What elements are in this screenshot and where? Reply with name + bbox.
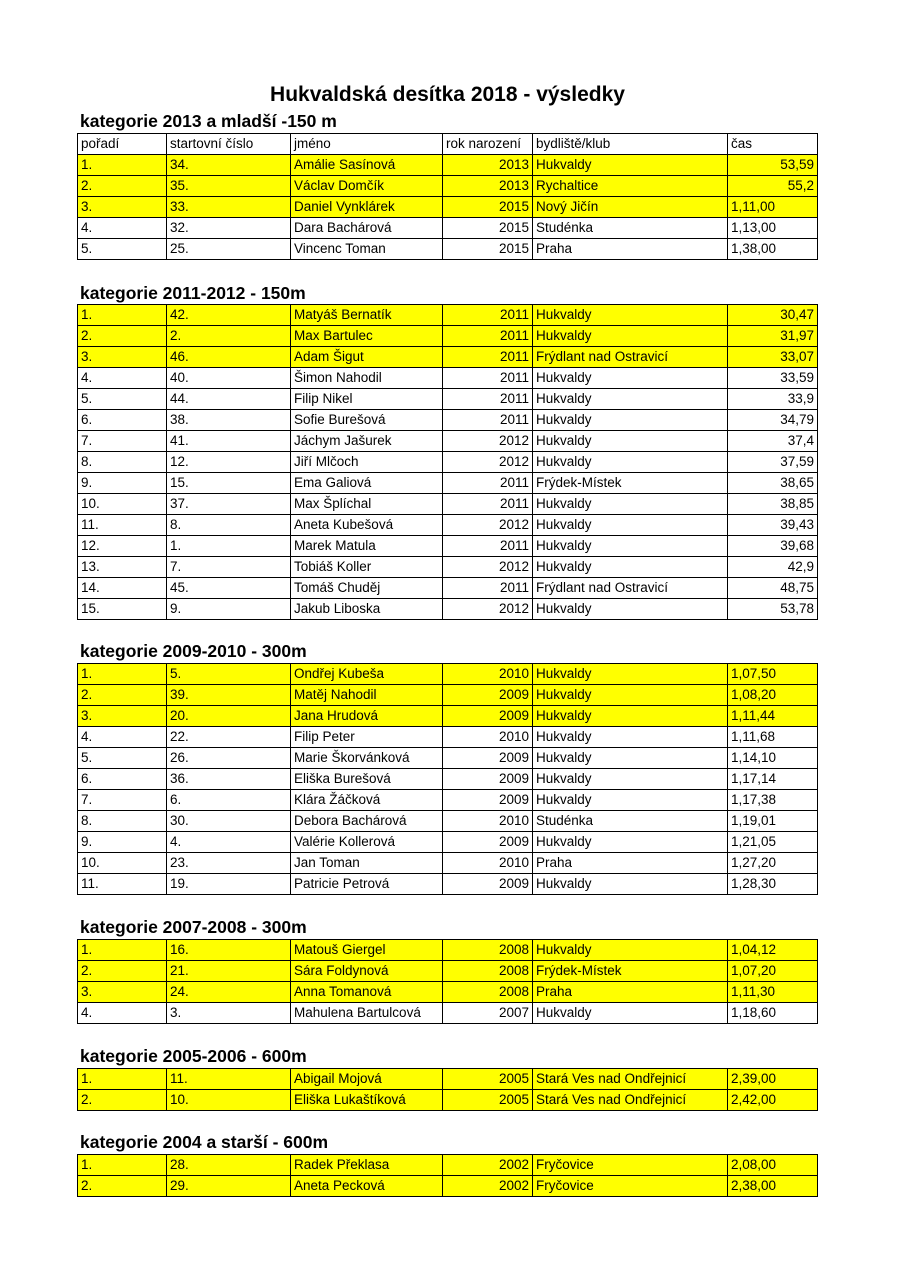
- rank-cell: 2.: [78, 176, 167, 197]
- start-number-cell: 40.: [167, 368, 291, 389]
- table-row: [78, 197, 818, 218]
- rank-cell: 6.: [78, 410, 167, 431]
- table-row: [78, 473, 818, 494]
- time-cell: 34,79: [728, 410, 818, 431]
- club-cell: Hukvaldy: [533, 557, 728, 578]
- birth-year-cell: 2012: [443, 599, 533, 620]
- start-number-cell: 11.: [167, 1069, 291, 1090]
- birth-year-cell: 2005: [443, 1069, 533, 1090]
- birth-year-cell: 2011: [443, 347, 533, 368]
- time-cell: 33,07: [728, 347, 818, 368]
- rank-cell: 2.: [78, 326, 167, 347]
- name-cell: Mahulena Bartulcová: [291, 1003, 443, 1024]
- name-cell: Marek Matula: [291, 536, 443, 557]
- start-number-cell: 1.: [167, 536, 291, 557]
- club-cell: Hukvaldy: [533, 368, 728, 389]
- club-cell: Hukvaldy: [533, 410, 728, 431]
- name-cell: Radek Překlasa: [291, 1155, 443, 1176]
- rank-cell: 11.: [78, 874, 167, 895]
- time-cell: 2,42,00: [728, 1090, 818, 1111]
- time-cell: 53,78: [728, 599, 818, 620]
- start-number-cell: 6.: [167, 790, 291, 811]
- name-cell: Patricie Petrová: [291, 874, 443, 895]
- time-cell: 1,19,01: [728, 811, 818, 832]
- name-cell: Filip Nikel: [291, 389, 443, 410]
- table-row: [78, 1090, 818, 1111]
- start-number-cell: 15.: [167, 473, 291, 494]
- rank-cell: 3.: [78, 347, 167, 368]
- club-cell: Frýdek-Místek: [533, 473, 728, 494]
- club-cell: Hukvaldy: [533, 305, 728, 326]
- time-cell: 33,9: [728, 389, 818, 410]
- name-cell: Max Bartulec: [291, 326, 443, 347]
- time-cell: 1,38,00: [728, 239, 818, 260]
- club-cell: Hukvaldy: [533, 940, 728, 961]
- table-row: [78, 706, 818, 727]
- time-cell: 38,65: [728, 473, 818, 494]
- time-cell: 1,08,20: [728, 685, 818, 706]
- club-cell: Hukvaldy: [533, 155, 728, 176]
- time-cell: 1,07,20: [728, 961, 818, 982]
- club-cell: Studénka: [533, 811, 728, 832]
- birth-year-cell: 2011: [443, 536, 533, 557]
- start-number-cell: 46.: [167, 347, 291, 368]
- start-number-cell: 45.: [167, 578, 291, 599]
- club-cell: Hukvaldy: [533, 832, 728, 853]
- rank-cell: 11.: [78, 515, 167, 536]
- table-row: [78, 685, 818, 706]
- club-cell: Fryčovice: [533, 1176, 728, 1197]
- rank-cell: 4.: [78, 368, 167, 389]
- name-cell: Jáchym Jašurek: [291, 431, 443, 452]
- name-cell: Klára Žáčková: [291, 790, 443, 811]
- time-cell: 1,27,20: [728, 853, 818, 874]
- name-cell: Aneta Pecková: [291, 1176, 443, 1197]
- time-cell: 31,97: [728, 326, 818, 347]
- birth-year-cell: 2009: [443, 874, 533, 895]
- start-number-cell: 20.: [167, 706, 291, 727]
- column-header: pořadí: [78, 134, 167, 155]
- table-row: [78, 748, 818, 769]
- table-row: [78, 305, 818, 326]
- results-table: [77, 939, 818, 1024]
- name-cell: Eliška Lukaštíková: [291, 1090, 443, 1111]
- start-number-cell: 39.: [167, 685, 291, 706]
- name-cell: Daniel Vynklárek: [291, 197, 443, 218]
- birth-year-cell: 2012: [443, 557, 533, 578]
- category-title: kategorie 2013 a mladší -150 m: [80, 111, 337, 131]
- rank-cell: 3.: [78, 982, 167, 1003]
- name-cell: Marie Škorvánková: [291, 748, 443, 769]
- table-row: [78, 536, 818, 557]
- birth-year-cell: 2010: [443, 664, 533, 685]
- birth-year-cell: 2011: [443, 389, 533, 410]
- time-cell: 37,59: [728, 452, 818, 473]
- club-cell: Hukvaldy: [533, 599, 728, 620]
- time-cell: 1,17,38: [728, 790, 818, 811]
- start-number-cell: 8.: [167, 515, 291, 536]
- table-row: [78, 961, 818, 982]
- start-number-cell: 26.: [167, 748, 291, 769]
- club-cell: Frýdlant nad Ostravicí: [533, 578, 728, 599]
- club-cell: Frýdek-Místek: [533, 961, 728, 982]
- club-cell: Hukvaldy: [533, 326, 728, 347]
- club-cell: Hukvaldy: [533, 389, 728, 410]
- table-header-row: [78, 134, 818, 155]
- results-table: [77, 1068, 818, 1111]
- column-header: startovní číslo: [167, 134, 291, 155]
- time-cell: 2,08,00: [728, 1155, 818, 1176]
- birth-year-cell: 2012: [443, 452, 533, 473]
- club-cell: Stará Ves nad Ondřejnicí: [533, 1090, 728, 1111]
- name-cell: Valérie Kollerová: [291, 832, 443, 853]
- time-cell: 1,11,30: [728, 982, 818, 1003]
- birth-year-cell: 2008: [443, 982, 533, 1003]
- rank-cell: 1.: [78, 1069, 167, 1090]
- table-row: [78, 239, 818, 260]
- time-cell: 1,18,60: [728, 1003, 818, 1024]
- club-cell: Hukvaldy: [533, 494, 728, 515]
- time-cell: 1,11,68: [728, 727, 818, 748]
- birth-year-cell: 2015: [443, 239, 533, 260]
- name-cell: Šimon Nahodil: [291, 368, 443, 389]
- name-cell: Matěj Nahodil: [291, 685, 443, 706]
- rank-cell: 1.: [78, 940, 167, 961]
- birth-year-cell: 2009: [443, 769, 533, 790]
- rank-cell: 15.: [78, 599, 167, 620]
- start-number-cell: 16.: [167, 940, 291, 961]
- start-number-cell: 34.: [167, 155, 291, 176]
- table-row: [78, 1069, 818, 1090]
- name-cell: Matouš Giergel: [291, 940, 443, 961]
- rank-cell: 8.: [78, 452, 167, 473]
- birth-year-cell: 2008: [443, 940, 533, 961]
- rank-cell: 7.: [78, 431, 167, 452]
- name-cell: Jakub Liboska: [291, 599, 443, 620]
- category-title: kategorie 2009-2010 - 300m: [80, 641, 307, 661]
- start-number-cell: 33.: [167, 197, 291, 218]
- club-cell: Frýdlant nad Ostravicí: [533, 347, 728, 368]
- birth-year-cell: 2007: [443, 1003, 533, 1024]
- rank-cell: 2.: [78, 1176, 167, 1197]
- table-row: [78, 811, 818, 832]
- name-cell: Debora Bachárová: [291, 811, 443, 832]
- time-cell: 2,39,00: [728, 1069, 818, 1090]
- start-number-cell: 38.: [167, 410, 291, 431]
- category-title: kategorie 2011-2012 - 150m: [80, 283, 306, 303]
- birth-year-cell: 2011: [443, 368, 533, 389]
- start-number-cell: 41.: [167, 431, 291, 452]
- name-cell: Anna Tomanová: [291, 982, 443, 1003]
- time-cell: 2,38,00: [728, 1176, 818, 1197]
- table-row: [78, 410, 818, 431]
- rank-cell: 4.: [78, 218, 167, 239]
- name-cell: Vincenc Toman: [291, 239, 443, 260]
- table-row: [78, 347, 818, 368]
- birth-year-cell: 2012: [443, 431, 533, 452]
- birth-year-cell: 2009: [443, 790, 533, 811]
- club-cell: Stará Ves nad Ondřejnicí: [533, 1069, 728, 1090]
- name-cell: Aneta Kubešová: [291, 515, 443, 536]
- rank-cell: 6.: [78, 769, 167, 790]
- start-number-cell: 37.: [167, 494, 291, 515]
- club-cell: Hukvaldy: [533, 452, 728, 473]
- birth-year-cell: 2011: [443, 578, 533, 599]
- club-cell: Hukvaldy: [533, 748, 728, 769]
- table-row: [78, 578, 818, 599]
- rank-cell: 10.: [78, 494, 167, 515]
- birth-year-cell: 2013: [443, 176, 533, 197]
- rank-cell: 10.: [78, 853, 167, 874]
- time-cell: 1,07,50: [728, 664, 818, 685]
- start-number-cell: 25.: [167, 239, 291, 260]
- start-number-cell: 23.: [167, 853, 291, 874]
- table-row: [78, 790, 818, 811]
- birth-year-cell: 2005: [443, 1090, 533, 1111]
- name-cell: Eliška Burešová: [291, 769, 443, 790]
- start-number-cell: 4.: [167, 832, 291, 853]
- time-cell: 1,11,44: [728, 706, 818, 727]
- time-cell: 1,11,00: [728, 197, 818, 218]
- table-row: [78, 853, 818, 874]
- birth-year-cell: 2002: [443, 1155, 533, 1176]
- table-row: [78, 452, 818, 473]
- name-cell: Jan Toman: [291, 853, 443, 874]
- club-cell: Nový Jičín: [533, 197, 728, 218]
- table-row: [78, 874, 818, 895]
- rank-cell: 1.: [78, 155, 167, 176]
- club-cell: Hukvaldy: [533, 706, 728, 727]
- table-row: [78, 515, 818, 536]
- results-table: [77, 663, 818, 895]
- rank-cell: 1.: [78, 664, 167, 685]
- rank-cell: 5.: [78, 239, 167, 260]
- table-row: [78, 727, 818, 748]
- table-row: [78, 940, 818, 961]
- birth-year-cell: 2011: [443, 305, 533, 326]
- column-header: rok narození: [443, 134, 533, 155]
- name-cell: Tobiáš Koller: [291, 557, 443, 578]
- start-number-cell: 22.: [167, 727, 291, 748]
- time-cell: 37,4: [728, 431, 818, 452]
- name-cell: Tomáš Chuděj: [291, 578, 443, 599]
- rank-cell: 9.: [78, 473, 167, 494]
- start-number-cell: 7.: [167, 557, 291, 578]
- time-cell: 1,21,05: [728, 832, 818, 853]
- club-cell: Hukvaldy: [533, 874, 728, 895]
- table-row: [78, 494, 818, 515]
- time-cell: 39,43: [728, 515, 818, 536]
- club-cell: Fryčovice: [533, 1155, 728, 1176]
- start-number-cell: 32.: [167, 218, 291, 239]
- club-cell: Praha: [533, 239, 728, 260]
- table-row: [78, 557, 818, 578]
- rank-cell: 5.: [78, 748, 167, 769]
- start-number-cell: 42.: [167, 305, 291, 326]
- start-number-cell: 10.: [167, 1090, 291, 1111]
- category-title: kategorie 2007-2008 - 300m: [80, 917, 307, 937]
- rank-cell: 7.: [78, 790, 167, 811]
- club-cell: Hukvaldy: [533, 664, 728, 685]
- club-cell: Hukvaldy: [533, 685, 728, 706]
- table-row: [78, 1176, 818, 1197]
- rank-cell: 2.: [78, 961, 167, 982]
- name-cell: Ondřej Kubeša: [291, 664, 443, 685]
- club-cell: Hukvaldy: [533, 769, 728, 790]
- club-cell: Studénka: [533, 218, 728, 239]
- birth-year-cell: 2010: [443, 727, 533, 748]
- birth-year-cell: 2009: [443, 685, 533, 706]
- club-cell: Praha: [533, 982, 728, 1003]
- rank-cell: 1.: [78, 1155, 167, 1176]
- time-cell: 1,17,14: [728, 769, 818, 790]
- table-row: [78, 218, 818, 239]
- time-cell: 42,9: [728, 557, 818, 578]
- birth-year-cell: 2010: [443, 811, 533, 832]
- birth-year-cell: 2009: [443, 832, 533, 853]
- table-row: [78, 832, 818, 853]
- birth-year-cell: 2012: [443, 515, 533, 536]
- rank-cell: 4.: [78, 1003, 167, 1024]
- rank-cell: 1.: [78, 305, 167, 326]
- time-cell: 39,68: [728, 536, 818, 557]
- category-title: kategorie 2004 a starší - 600m: [80, 1132, 329, 1152]
- rank-cell: 3.: [78, 706, 167, 727]
- time-cell: 55,2: [728, 176, 818, 197]
- birth-year-cell: 2011: [443, 473, 533, 494]
- club-cell: Hukvaldy: [533, 1003, 728, 1024]
- rank-cell: 8.: [78, 811, 167, 832]
- table-row: [78, 1155, 818, 1176]
- table-row: [78, 769, 818, 790]
- start-number-cell: 44.: [167, 389, 291, 410]
- start-number-cell: 24.: [167, 982, 291, 1003]
- name-cell: Sára Foldynová: [291, 961, 443, 982]
- birth-year-cell: 2011: [443, 494, 533, 515]
- rank-cell: 14.: [78, 578, 167, 599]
- table-row: [78, 1003, 818, 1024]
- start-number-cell: 19.: [167, 874, 291, 895]
- results-table: [77, 1154, 818, 1197]
- table-row: [78, 982, 818, 1003]
- birth-year-cell: 2010: [443, 853, 533, 874]
- time-cell: 33,59: [728, 368, 818, 389]
- club-cell: Hukvaldy: [533, 790, 728, 811]
- table-row: [78, 389, 818, 410]
- time-cell: 1,13,00: [728, 218, 818, 239]
- start-number-cell: 36.: [167, 769, 291, 790]
- start-number-cell: 29.: [167, 1176, 291, 1197]
- club-cell: Hukvaldy: [533, 727, 728, 748]
- results-table: [77, 133, 818, 260]
- category-title: kategorie 2005-2006 - 600m: [80, 1046, 307, 1066]
- birth-year-cell: 2009: [443, 706, 533, 727]
- name-cell: Amálie Sasínová: [291, 155, 443, 176]
- name-cell: Václav Domčík: [291, 176, 443, 197]
- name-cell: Jiří Mlčoch: [291, 452, 443, 473]
- name-cell: Adam Šigut: [291, 347, 443, 368]
- birth-year-cell: 2015: [443, 218, 533, 239]
- birth-year-cell: 2011: [443, 326, 533, 347]
- name-cell: Sofie Burešová: [291, 410, 443, 431]
- club-cell: Rychaltice: [533, 176, 728, 197]
- rank-cell: 12.: [78, 536, 167, 557]
- time-cell: 1,04,12: [728, 940, 818, 961]
- start-number-cell: 9.: [167, 599, 291, 620]
- rank-cell: 2.: [78, 685, 167, 706]
- birth-year-cell: 2009: [443, 748, 533, 769]
- birth-year-cell: 2002: [443, 1176, 533, 1197]
- name-cell: Matyáš Bernatík: [291, 305, 443, 326]
- birth-year-cell: 2015: [443, 197, 533, 218]
- rank-cell: 2.: [78, 1090, 167, 1111]
- table-row: [78, 431, 818, 452]
- club-cell: Hukvaldy: [533, 431, 728, 452]
- club-cell: Hukvaldy: [533, 536, 728, 557]
- table-row: [78, 176, 818, 197]
- table-row: [78, 599, 818, 620]
- name-cell: Abigail Mojová: [291, 1069, 443, 1090]
- table-row: [78, 326, 818, 347]
- club-cell: Praha: [533, 853, 728, 874]
- table-row: [78, 664, 818, 685]
- start-number-cell: 3.: [167, 1003, 291, 1024]
- club-cell: Hukvaldy: [533, 515, 728, 536]
- start-number-cell: 28.: [167, 1155, 291, 1176]
- time-cell: 48,75: [728, 578, 818, 599]
- time-cell: 53,59: [728, 155, 818, 176]
- page-title: Hukvaldská desítka 2018 - výsledky: [270, 83, 625, 106]
- column-header: bydliště/klub: [533, 134, 728, 155]
- name-cell: Dara Bachárová: [291, 218, 443, 239]
- rank-cell: 4.: [78, 727, 167, 748]
- start-number-cell: 30.: [167, 811, 291, 832]
- time-cell: 1,14,10: [728, 748, 818, 769]
- start-number-cell: 12.: [167, 452, 291, 473]
- column-header: jméno: [291, 134, 443, 155]
- rank-cell: 13.: [78, 557, 167, 578]
- name-cell: Filip Peter: [291, 727, 443, 748]
- table-row: [78, 368, 818, 389]
- table-row: [78, 155, 818, 176]
- rank-cell: 5.: [78, 389, 167, 410]
- time-cell: 30,47: [728, 305, 818, 326]
- name-cell: Jana Hrudová: [291, 706, 443, 727]
- start-number-cell: 21.: [167, 961, 291, 982]
- results-table: [77, 304, 818, 620]
- column-header: čas: [728, 134, 818, 155]
- name-cell: Ema Galiová: [291, 473, 443, 494]
- start-number-cell: 5.: [167, 664, 291, 685]
- birth-year-cell: 2011: [443, 410, 533, 431]
- time-cell: 38,85: [728, 494, 818, 515]
- start-number-cell: 2.: [167, 326, 291, 347]
- birth-year-cell: 2013: [443, 155, 533, 176]
- rank-cell: 9.: [78, 832, 167, 853]
- birth-year-cell: 2008: [443, 961, 533, 982]
- time-cell: 1,28,30: [728, 874, 818, 895]
- start-number-cell: 35.: [167, 176, 291, 197]
- rank-cell: 3.: [78, 197, 167, 218]
- name-cell: Max Šplíchal: [291, 494, 443, 515]
